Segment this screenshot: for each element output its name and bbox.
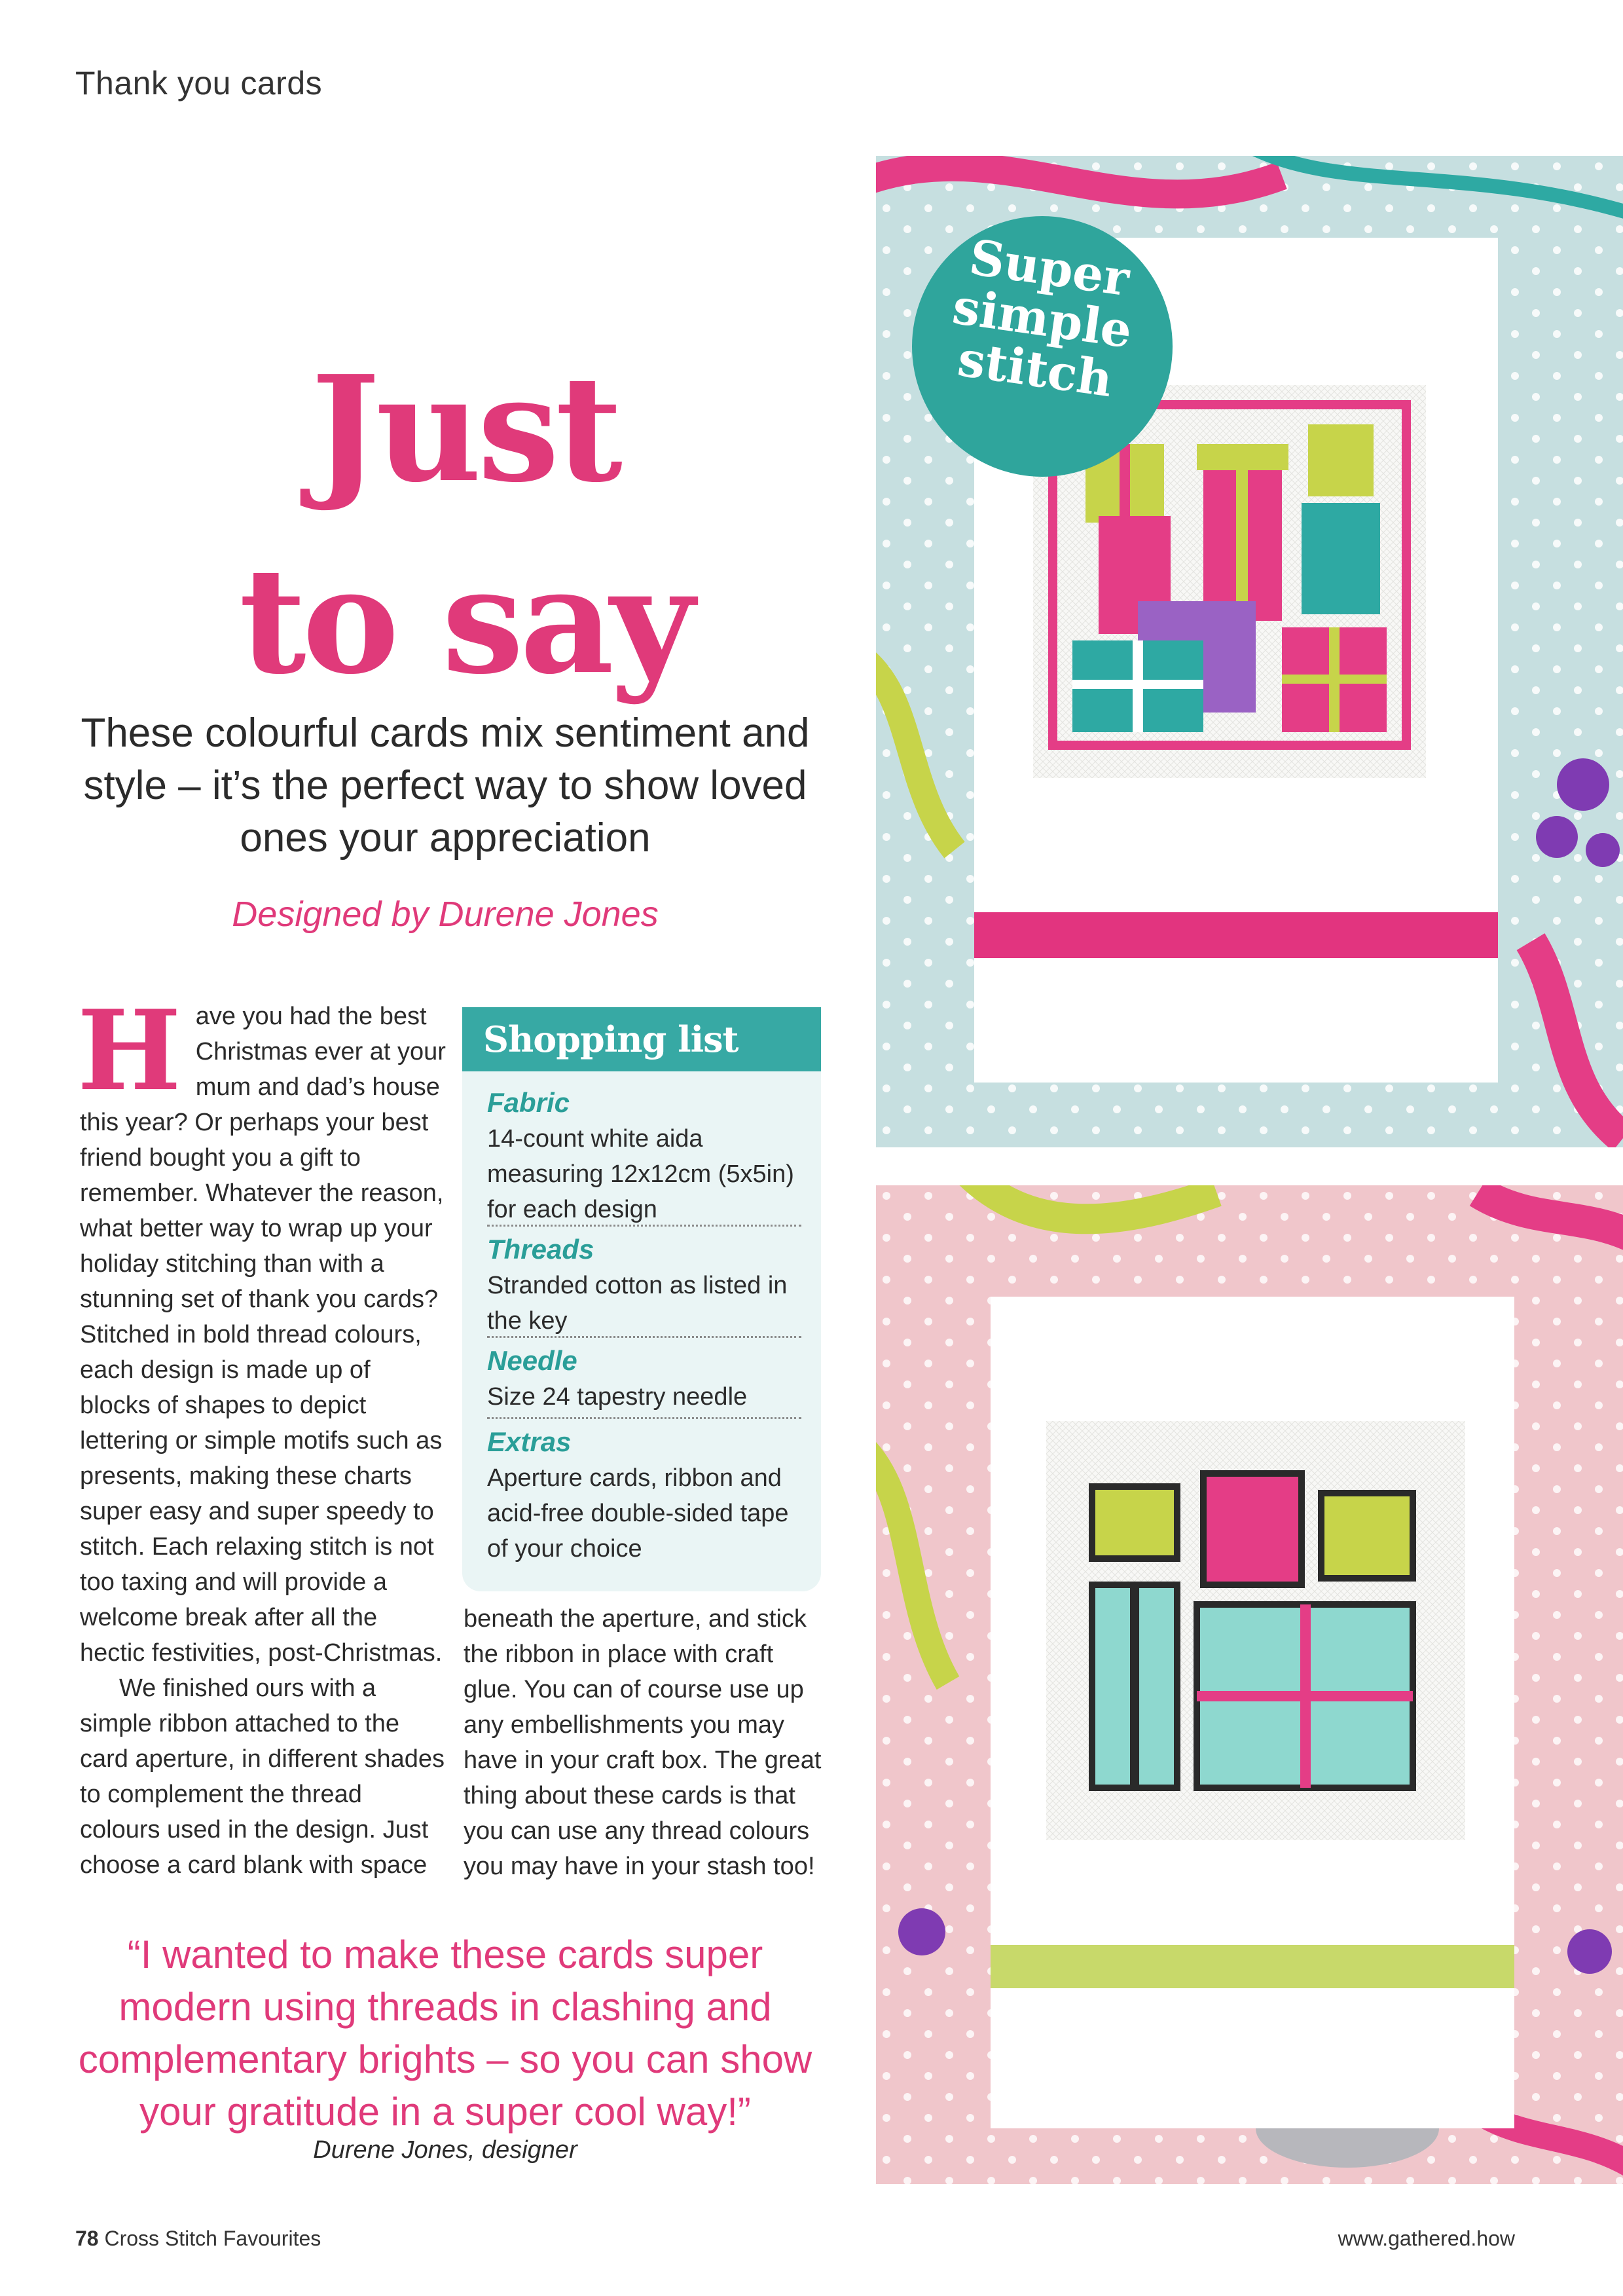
shopping-item-category: Threads bbox=[487, 1234, 594, 1265]
shopping-item-threads bbox=[487, 1231, 801, 1339]
shopping-item-text: Aperture cards, ribbon and acid-free double-sided tape of your choice bbox=[487, 1464, 789, 1563]
shopping-item-text: Size 24 tapestry needle bbox=[487, 1383, 748, 1411]
byline: Designed by Durene Jones bbox=[232, 895, 659, 934]
pull-quote: “I wanted to make these cards super modern using threads in clashing and complementary brights – so you can show your gratitude in a super cool way!” bbox=[78, 1933, 812, 2134]
standfirst: These colourful cards mix sentiment and style – it’s the perfect way to show loved ones your appreciation bbox=[81, 711, 810, 861]
shopping-list-box bbox=[462, 1007, 821, 1591]
shopping-item-text: 14-count white aida measuring 12x12cm (5x5in) for each design bbox=[487, 1125, 794, 1223]
body-paragraph-1 bbox=[77, 986, 447, 1671]
photo-presents-card-pink bbox=[876, 1185, 1623, 2184]
body-paragraph-1-text: ave you had the best Christmas ever at your mum and dad’s house this year? Or perhaps your best friend bought you a gift to remember. Whatever the reason, what better way to wrap up your holiday stitching than with a stunning set of thank you cards? Stitched in bold thread colours, each design is made up of blocks of shapes to depict lettering or simple motifs such as presents, making these charts super easy and super speedy to stitch. Each relaxing stitch is not too taxing and will provide a welcome break after all the hectic festivities, post-Christmas. bbox=[80, 1003, 446, 1667]
shopping-item-fabric bbox=[487, 1084, 801, 1227]
magazine-name: Cross Stitch Favourites bbox=[104, 2227, 321, 2250]
page-title-line-2: to say bbox=[239, 536, 691, 707]
section-label: Thank you cards bbox=[75, 65, 323, 102]
shopping-item-extras bbox=[487, 1424, 801, 1566]
page-folio bbox=[75, 2227, 321, 2251]
shopping-item-text: Stranded cotton as listed in the key bbox=[487, 1272, 788, 1335]
shopping-item-category: Needle bbox=[487, 1345, 577, 1376]
dotted-divider bbox=[487, 1336, 801, 1338]
body-paragraph-2: We finished ours with a simple ribbon attached to the card aperture, in different shades to complement the thread colours used in the design. Just choose a card blank with space bbox=[80, 1675, 445, 1879]
photo-presents-card-pink-illustration bbox=[876, 1185, 1623, 2184]
shopping-list-title: Shopping list bbox=[462, 1007, 821, 1071]
body-column-2: beneath the aperture, and stick the ribbon in place with craft glue. You can of course use up any embellishments you may have in your craft box. The great thing about these cards is that you can use any thread colours you may have in your stash too! bbox=[464, 1605, 822, 1880]
dotted-divider bbox=[487, 1225, 801, 1227]
footer-url: www.gathered.how bbox=[1338, 2227, 1515, 2250]
drop-cap: H bbox=[77, 986, 181, 1115]
quote-attribution: Durene Jones, designer bbox=[313, 2136, 577, 2164]
page-number: 78 bbox=[75, 2227, 99, 2250]
dotted-divider bbox=[487, 1417, 801, 1419]
badge-text: Super simple stitch bbox=[949, 229, 1136, 409]
page-title-line-1: Just bbox=[311, 344, 619, 515]
body-column-1 bbox=[77, 986, 447, 1883]
shopping-item-category: Extras bbox=[487, 1426, 572, 1457]
shopping-item-needle bbox=[487, 1342, 801, 1415]
shopping-item-category: Fabric bbox=[487, 1087, 570, 1118]
